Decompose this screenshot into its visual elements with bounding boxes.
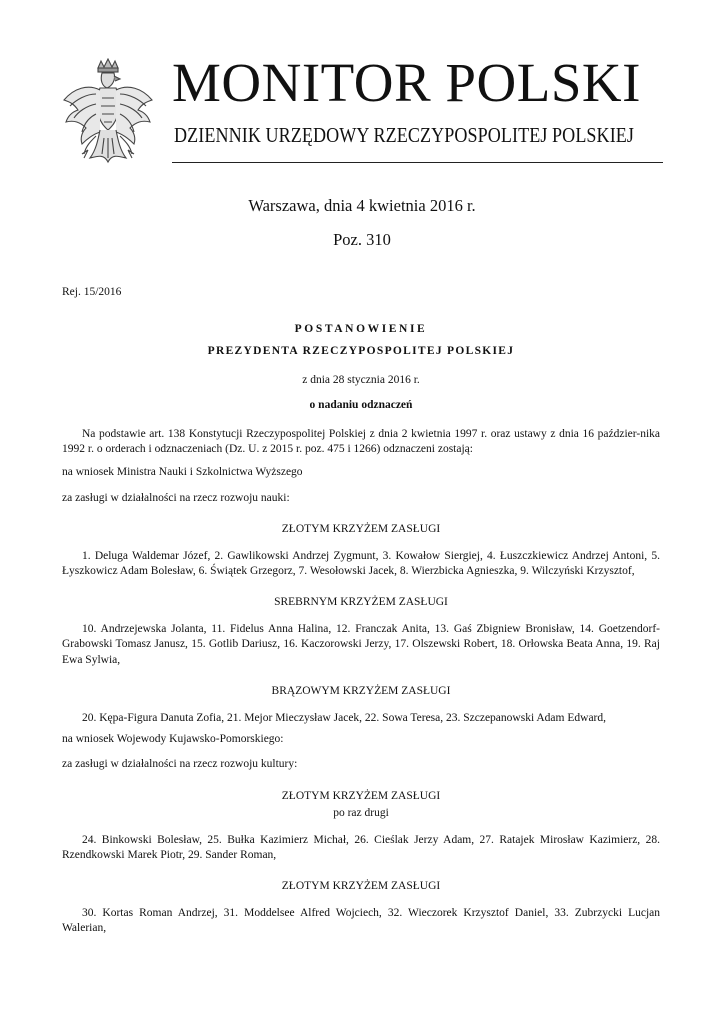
position-number: Poz. 310 bbox=[333, 230, 391, 249]
masthead-rule bbox=[172, 162, 663, 163]
award-title: ZŁOTYM KRZYŻEM ZASŁUGI bbox=[281, 880, 441, 893]
merit-line: za zasługi w działalności na rzecz rozwoju kultury: bbox=[62, 758, 298, 771]
recipient-list: 1. Deluga Waldemar Józef, 2. Gawlikowski Andrzej Zygmunt, 3. Kowałow Siergiej, 4. Łuszczkiewicz Andrzej Antoni, 5. Łyszkowicz Adam Bolesław, 6. Świątek Grzegorz, 7. Wesołowski Jacek, 8. Wierzbicka Agnieszka, 9. Wilczyński Krzysztof, bbox=[62, 549, 660, 578]
decree-date: z dnia 28 stycznia 2016 r. bbox=[302, 373, 420, 386]
recipient-list: 30. Kortas Roman Andrzej, 31. Moddelsee Alfred Wojciech, 32. Wieczorek Krzysztof Daniel, 33. Zubrzycki Lucjan Walerian, bbox=[62, 906, 660, 935]
recipient-list: 10. Andrzejewska Jolanta, 11. Fidelus Anna Halina, 12. Franczak Anita, 13. Gaś Zbigniew Bronisław, 14. Goetzendorf-Grabowski Tomasz Janusz, 15. Gotlib Dariusz, 16. Kaczorowski Jerzy, 17. Olszewski Robert, 18. Orłowska Beata Anna, 19. Raj Ewa Sylwia, bbox=[62, 622, 660, 666]
issue-date: Warszawa, dnia 4 kwietnia 2016 r. bbox=[248, 196, 476, 215]
award-title: BRĄZOWYM KRZYŻEM ZASŁUGI bbox=[271, 685, 451, 698]
recipient-list: 24. Binkowski Bolesław, 25. Bułka Kazimierz Michał, 26. Cieślak Jerzy Adam, 27. Ratajek Mirosław Kazimierz, 28. Rzendkowski Marek Piotr, 29. Sander Roman, bbox=[62, 833, 660, 861]
award-title: SREBRNYM KRZYŻEM ZASŁUGI bbox=[274, 596, 448, 609]
masthead-title: MONITOR POLSKI bbox=[172, 52, 641, 113]
award-title: ZŁOTYM KRZYŻEM ZASŁUGI bbox=[281, 789, 441, 802]
eagle-emblem-icon bbox=[60, 58, 156, 174]
document-type-heading: POSTANOWIENIE bbox=[294, 323, 428, 335]
request-line: na wniosek Wojewody Kujawsko-Pomorskiego: bbox=[62, 732, 284, 745]
issuer-heading: PREZYDENTA RZECZYPOSPOLITEJ POLSKIEJ bbox=[207, 345, 515, 358]
masthead-subtitle: DZIENNIK URZĘDOWY RZECZYPOSPOLITEJ POLSKIEJ bbox=[174, 123, 635, 147]
recipient-list: 20. Kępa-Figura Danuta Zofia, 21. Mejor Mieczysław Jacek, 22. Sowa Teresa, 23. Szczepanowski Adam Edward, bbox=[82, 711, 606, 724]
merit-line: za zasługi w działalności na rzecz rozwoju nauki: bbox=[62, 491, 290, 504]
decree-subject: o nadaniu odznaczeń bbox=[309, 399, 413, 412]
document-body bbox=[62, 322, 660, 943]
award-note: po raz drugi bbox=[333, 807, 389, 820]
legal-basis-paragraph: Na podstawie art. 138 Konstytucji Rzeczypospolitej Polskiej z dnia 2 kwietnia 1997 r. oraz ustawy z dnia 16 paździer-nika 1992 r. o orderach i odznaczeniach (Dz. U. z 2015 r. poz. 475 i 1266) odznaczeni zostają: bbox=[62, 427, 660, 456]
award-title: ZŁOTYM KRZYŻEM ZASŁUGI bbox=[281, 523, 441, 536]
register-number: Rej. 15/2016 bbox=[62, 286, 122, 298]
request-line: na wniosek Ministra Nauki i Szkolnictwa Wyższego bbox=[62, 466, 303, 479]
